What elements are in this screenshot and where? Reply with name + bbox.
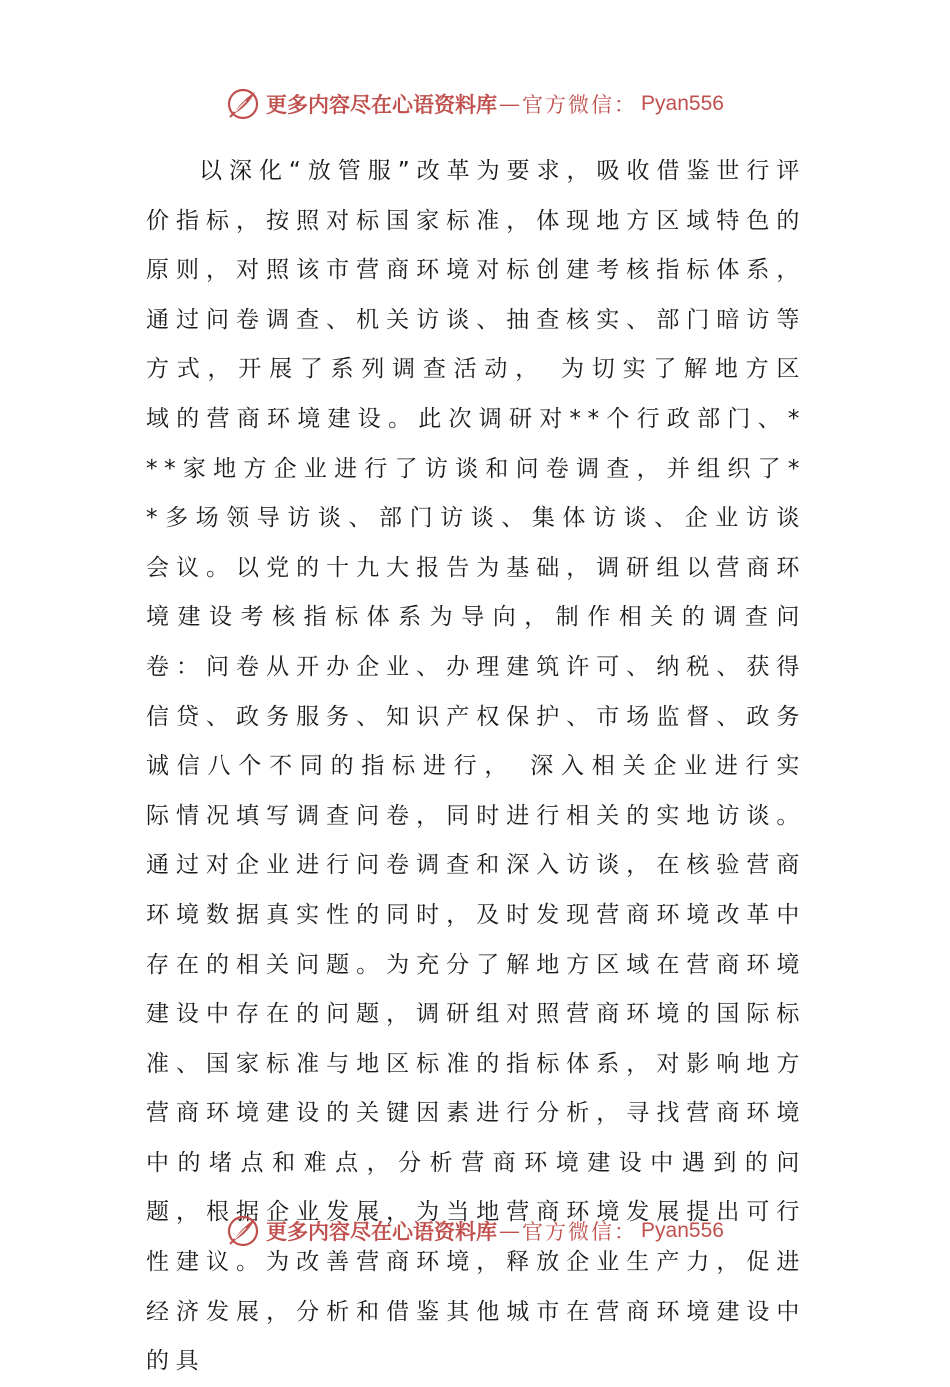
watermark-separator: — xyxy=(499,1219,521,1243)
footer-watermark xyxy=(0,1211,950,1251)
quill-pen-logo-icon xyxy=(226,1214,260,1248)
watermark-brand-text: 更多内容尽在心语资料库 xyxy=(266,1219,498,1244)
watermark-separator: — xyxy=(499,92,521,116)
quill-pen-logo-icon xyxy=(226,87,260,121)
watermark-wechat-label: 官方微信： xyxy=(522,1220,638,1244)
watermark-wechat-label: 官方微信： xyxy=(522,93,638,117)
watermark-brand-text: 更多内容尽在心语资料库 xyxy=(266,92,498,117)
document-body xyxy=(146,147,806,1387)
watermark-wechat-id: Pyan556 xyxy=(641,92,724,115)
header-watermark xyxy=(0,84,950,124)
watermark-wechat-id: Pyan556 xyxy=(641,1219,724,1242)
body-paragraph: 以深化“放管服”改革为要求，吸收借鉴世行评价指标，按照对标国家标准，体现地方区域特色的原则，对照该市营商环境对标创建考核指标体系，通过问卷调查、机关访谈、抽查核实、部门暗访等方式，开展了系列调查活动， 为切实了解地方区域的营商环境建设。此次调研对**个行政部门、***家地方企业进行了访谈和问卷调查，并组织了**多场领导访谈、部门访谈、集体访谈、企业访谈会议。以党的十九大报告为基础，调研组以营商环境建设考核指标体系为导向，制作相关的调查问卷：问卷从开办企业、办理建筑许可、纳税、获得信贷、政务服务、知识产权保护、市场监督、政务诚信八个不同的指标进行， 深入相关企业进行实际情况填写调查问卷，同时进行相关的实地访谈。通过对企业进行问卷调查和深入访谈，在核验营商环境数据真实性的同时，及时发现营商环境改革中存在的相关问题。为充分了解地方区域在营商环境建设中存在的问题，调研组对照营商环境的国际标准、国家标准与地区标准的指标体系，对影响地方营商环境建设的关键因素进行分析，寻找营商环境中的堵点和难点，分析营商环境建设中遇到的问题，根据企业发展，为当地营商环境发展提出可行性建议。为改善营商环境，释放企业生产力，促进经济发展，分析和借鉴其他城市在营商环境建设中的具 xyxy=(146,158,806,1375)
